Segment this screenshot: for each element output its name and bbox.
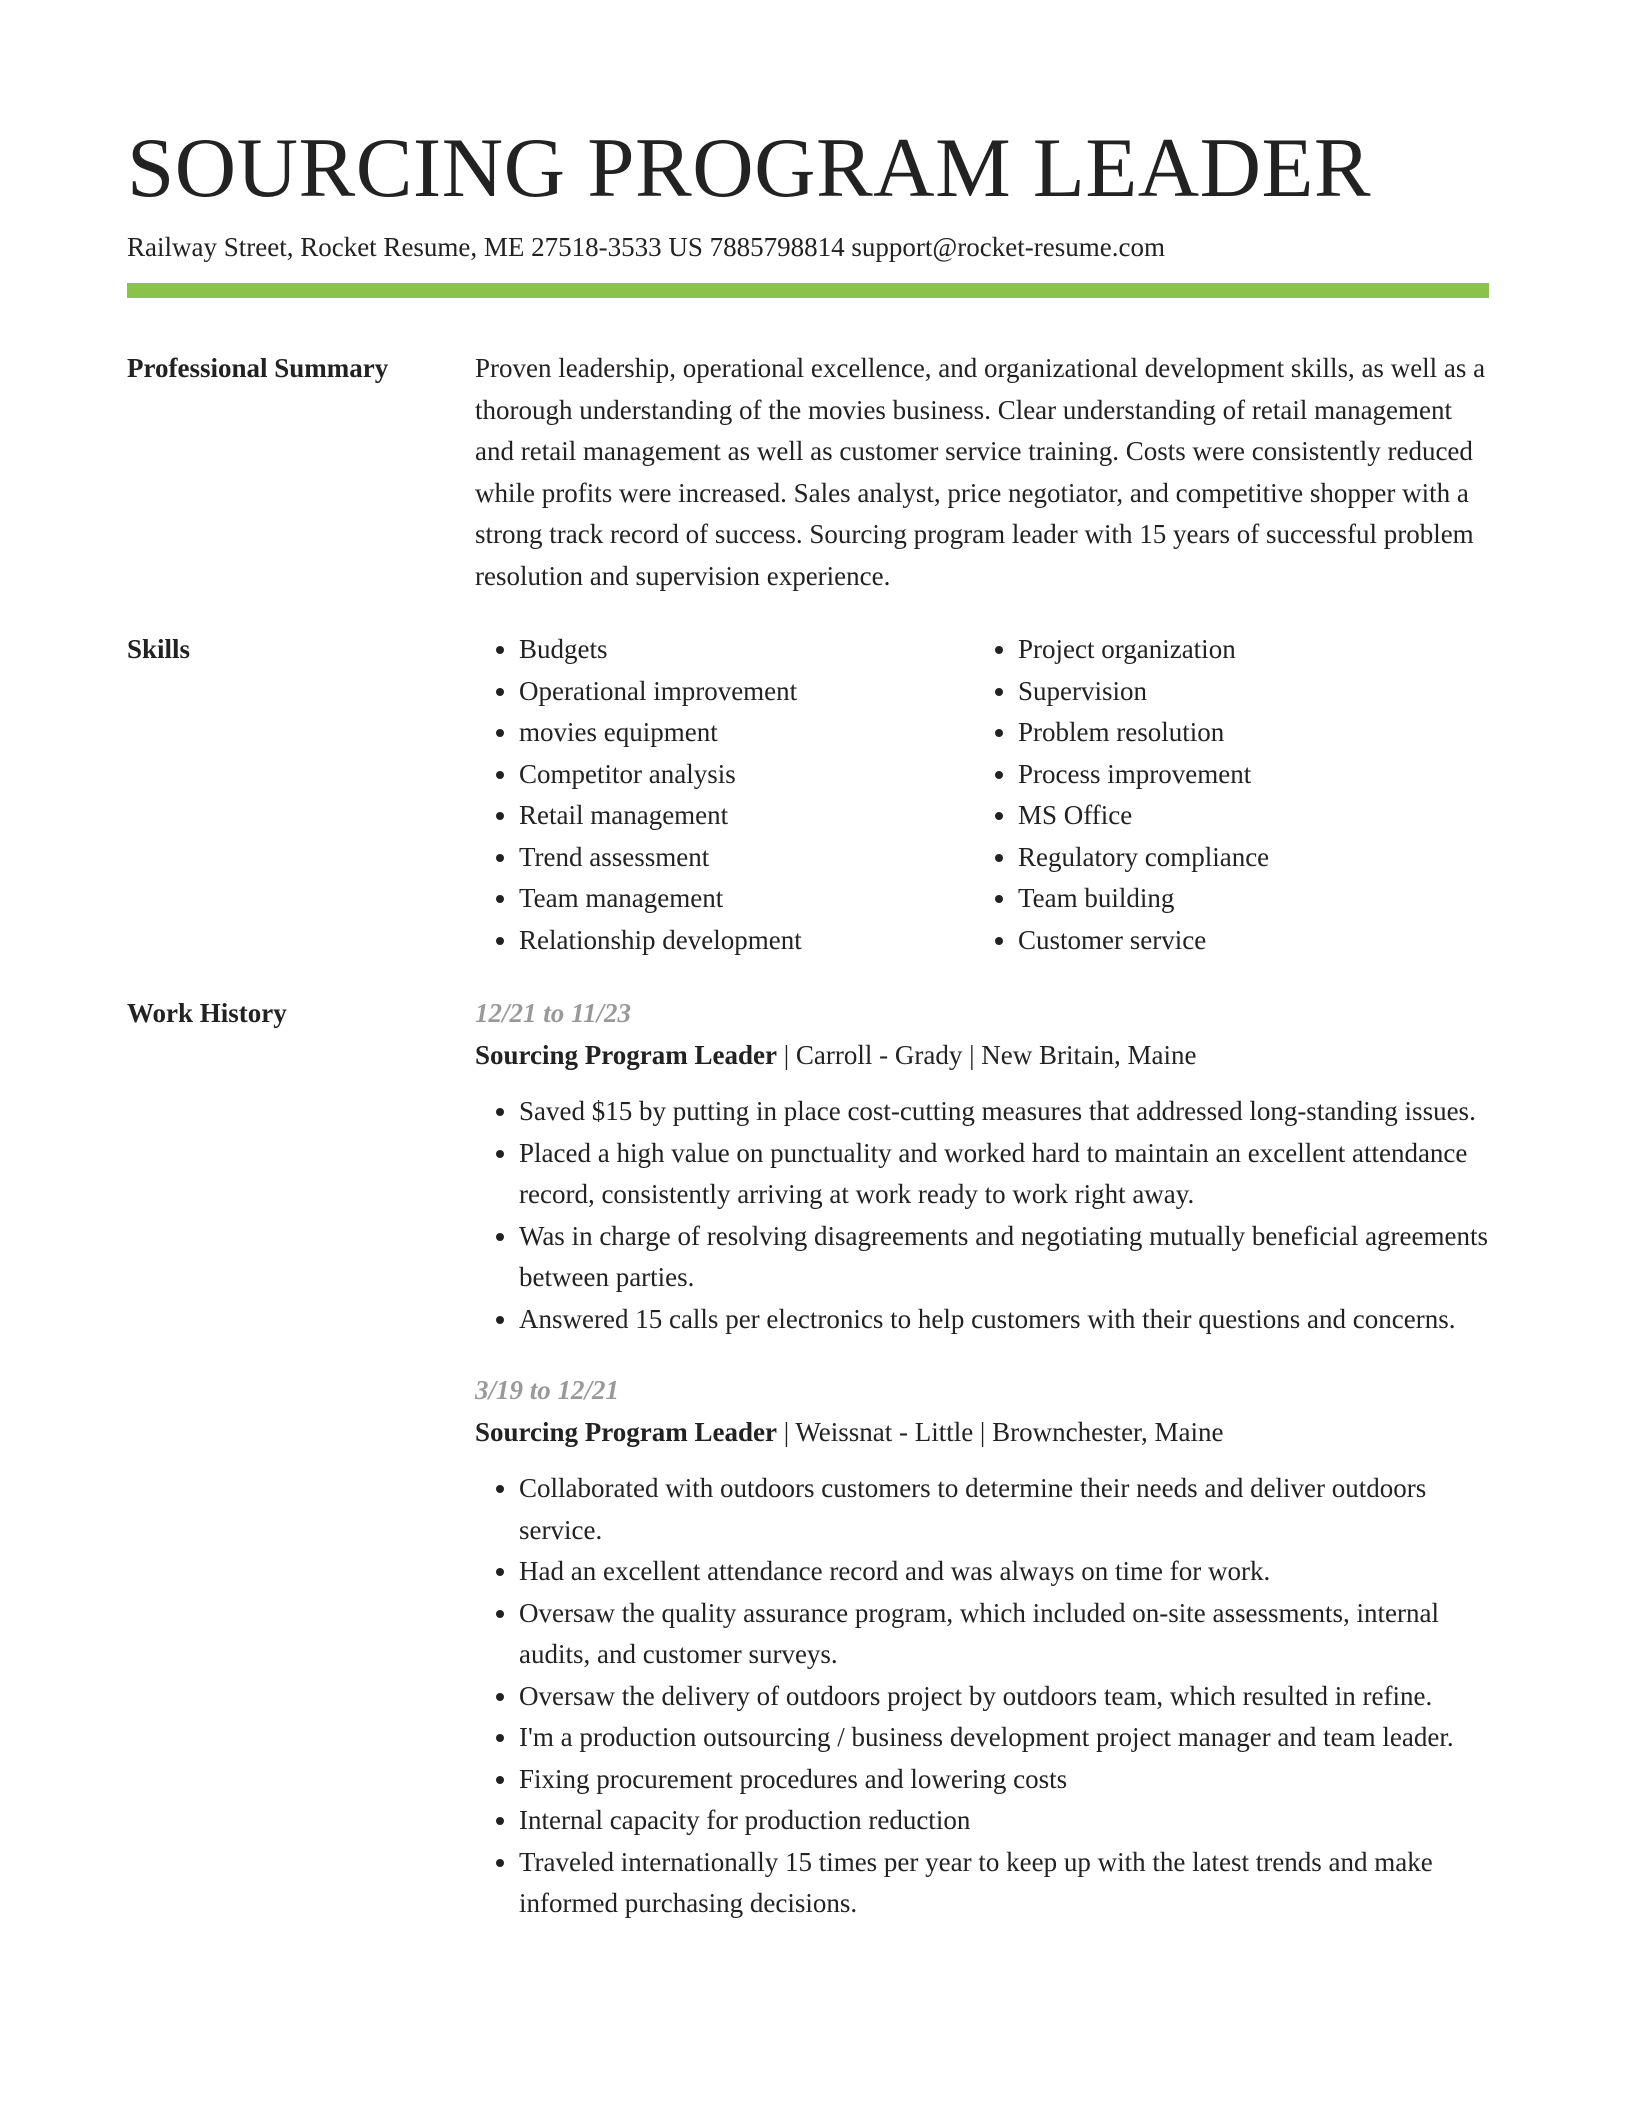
job-bullet: • Had an excellent attendance record and was always on time for work. (519, 1551, 1489, 1593)
job-dates: 3/19 to 12/21 (475, 1375, 620, 1405)
skills-column-2 (974, 629, 1473, 961)
job-dates: 12/21 to 11/23 (475, 998, 632, 1028)
job-bullets (475, 1468, 1489, 1925)
skill-item: • Budgets (519, 629, 974, 671)
job-bullet: • Oversaw the quality assurance program, which included on-site assessments, internal audits, and customer surveys. (519, 1593, 1489, 1676)
header-divider (127, 283, 1489, 298)
skill-item: • Relationship development (519, 920, 974, 962)
skill-item: • Customer service (1018, 920, 1473, 962)
job-bullet: • I'm a production outsourcing / business development project manager and team leader. (519, 1717, 1489, 1759)
job-bullet: • Internal capacity for production reduction (519, 1800, 1489, 1842)
skills-columns (475, 629, 1489, 961)
skill-item: • movies equipment (519, 712, 974, 754)
skills-column-1 (475, 629, 974, 961)
skill-item: • Team building (1018, 878, 1473, 920)
work-history-title: Work History (127, 998, 287, 1028)
job-entry (475, 993, 1489, 1340)
skill-item: • Problem resolution (1018, 712, 1473, 754)
job-bullet: • Collaborated with outdoors customers to determine their needs and deliver outdoors service. (519, 1468, 1489, 1551)
job-bullet: • Placed a high value on punctuality and worked hard to maintain an excellent attendance record, consistently arriving at work ready to work right away. (519, 1133, 1489, 1216)
job-bullet: • Fixing procurement procedures and lowering costs (519, 1759, 1489, 1801)
skill-item: • MS Office (1018, 795, 1473, 837)
skill-item: • Operational improvement (519, 671, 974, 713)
job-title-line (475, 1035, 1489, 1077)
skill-item: • Supervision (1018, 671, 1473, 713)
job-bullet: • Oversaw the delivery of outdoors project by outdoors team, which resulted in refine. (519, 1676, 1489, 1718)
skill-item: • Project organization (1018, 629, 1473, 671)
skill-item: • Competitor analysis (519, 754, 974, 796)
job-details: | Weissnat - Little | Brownchester, Maine (776, 1416, 1224, 1447)
job-bullet: • Answered 15 calls per electronics to help customers with their questions and concerns. (519, 1299, 1489, 1341)
skills-title: Skills (127, 634, 191, 664)
job-bullet: • Saved $15 by putting in place cost-cutting measures that addressed long-standing issues. (519, 1091, 1489, 1133)
skill-item: • Team management (519, 878, 974, 920)
summary-body (475, 348, 1489, 597)
job-title: Sourcing Program Leader (475, 1039, 777, 1070)
skill-item: • Retail management (519, 795, 974, 837)
contact-info: Railway Street, Rocket Resume, ME 27518-3533 US 7885798814 support@rocket-resume.com (127, 232, 1165, 262)
job-bullet: • Was in charge of resolving disagreements and negotiating mutually beneficial agreements between parties. (519, 1216, 1489, 1299)
skill-item: • Trend assessment (519, 837, 974, 879)
job-title-line (475, 1412, 1489, 1454)
summary-text: Proven leadership, operational excellence, and organizational development skills, as well as a thorough understanding of the movies business. Clear understanding of retail management and retail management as well as customer service training. Costs were consistently reduced while profits were increased. Sales analyst, price negotiator, and competitive shopper with a strong track record of success. Sourcing program leader with 15 years of successful problem resolution and supervision experience. (475, 353, 1486, 591)
job-title: Sourcing Program Leader (475, 1416, 777, 1447)
summary-title: Professional Summary (127, 353, 389, 383)
job-bullets (475, 1091, 1489, 1340)
skill-item: • Regulatory compliance (1018, 837, 1473, 879)
work-history-body (475, 993, 1489, 1955)
skills-body (475, 629, 1489, 961)
skill-item: • Process improvement (1018, 754, 1473, 796)
job-entry (475, 1370, 1489, 1925)
job-details: | Carroll - Grady | New Britain, Maine (776, 1039, 1197, 1070)
job-bullet: • Traveled internationally 15 times per year to keep up with the latest trends and make informed purchasing decisions. (519, 1842, 1489, 1925)
resume-name-heading: SOURCING PROGRAM LEADER (127, 121, 1372, 215)
